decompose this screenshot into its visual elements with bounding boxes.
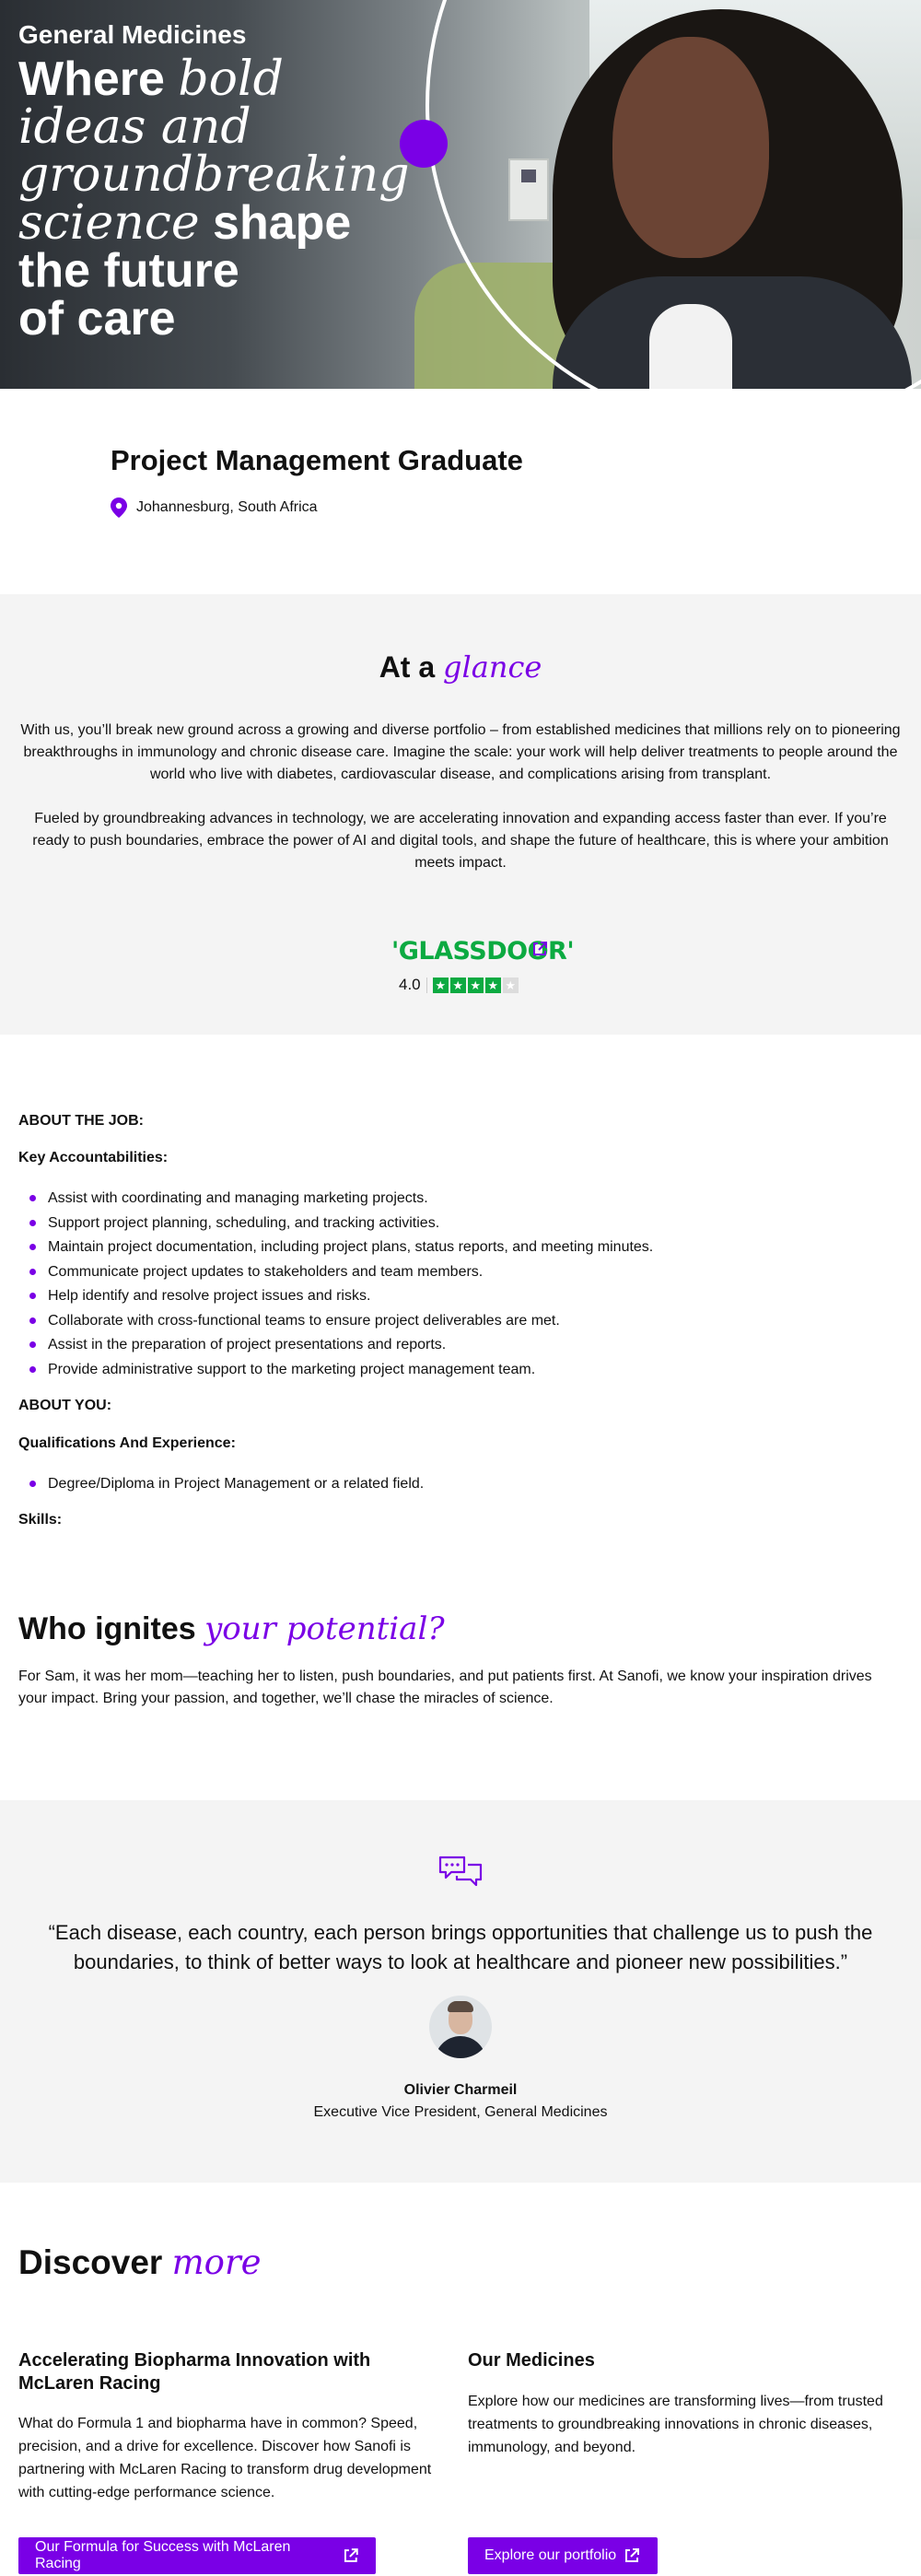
skills-heading: Skills: <box>18 1512 63 1528</box>
card-title: Accelerating Biopharma Innovation with McLaren Racing <box>18 2350 371 2394</box>
card-text: What do Formula 1 and biopharma have in common? Speed, precision, and a drive for excellence. Discover how Sanofi is partnering with McLaren Racing to transform drug development with cutting-edge performance science. <box>18 2416 432 2500</box>
list-item: Support project planning, scheduling, and tracking activities. <box>18 1213 653 1238</box>
at-a-glance-section <box>0 594 921 1035</box>
external-link-icon <box>343 2547 359 2564</box>
list-item: Help identify and resolve project issues and risks. <box>18 1286 653 1311</box>
button-label: Explore our portfolio <box>484 2547 617 2563</box>
avatar <box>429 1996 492 2058</box>
job-title: Project Management Graduate <box>111 444 523 476</box>
quote-text: “Each disease, each country, each person brings opportunities that challenge us to push the boundaries, to think of better ways to look at healthcare and pioneer new possibilities.” <box>48 1921 873 1973</box>
portfolio-link-button[interactable] <box>468 2537 658 2574</box>
job-location-text: Johannesburg, South Africa <box>136 499 318 515</box>
external-link-icon <box>531 941 548 957</box>
location-pin-icon <box>111 498 127 518</box>
accountabilities-list <box>18 1188 653 1384</box>
list-item: Maintain project documentation, including project plans, status reports, and meeting minutes. <box>18 1237 653 1262</box>
list-item: Provide administrative support to the marketing project management team. <box>18 1360 653 1385</box>
hero-division: General Medicines <box>18 20 247 49</box>
quote-section <box>0 1800 921 2183</box>
quote-author-role: Executive Vice President, General Medicines <box>313 2104 608 2120</box>
glance-paragraph-2: Fueled by groundbreaking advances in technology, we are accelerating innovation and expanding access faster than ever. If you’re ready to push boundaries, embrace the power of AI and digital tools, and shape the future of healthcare, this is where your ambition meets impact. <box>32 811 889 871</box>
hero-banner <box>0 0 921 389</box>
qualifications-list <box>18 1474 424 1499</box>
mclaren-link-button[interactable] <box>18 2537 376 2574</box>
list-item: Assist with coordinating and managing marketing projects. <box>18 1188 653 1213</box>
list-item: Assist in the preparation of project presentations and reports. <box>18 1335 653 1360</box>
key-accountabilities-heading: Key Accountabilities: <box>18 1150 169 1165</box>
qualifications-heading: Qualifications And Experience: <box>18 1435 236 1451</box>
star-icon: ★ <box>468 978 484 993</box>
chat-bubbles-icon <box>438 1856 483 1889</box>
job-location <box>111 498 318 518</box>
glassdoor-logo[interactable]: 'GLASSDOOR' <box>391 937 575 966</box>
star-icon: ★ <box>503 978 519 993</box>
glance-title: At a glance <box>379 650 542 685</box>
glassdoor-score: 4.0 <box>399 976 421 993</box>
card-text: Explore how our medicines are transforming lives—from trusted treatments to groundbreaking innovations in chronic diseases, immunology, and beyond. <box>468 2394 883 2455</box>
star-icon: ★ <box>450 978 466 993</box>
external-link-icon <box>624 2547 640 2564</box>
glassdoor-rating[interactable] <box>391 937 575 993</box>
ignites-text: For Sam, it was her mom—teaching her to listen, push boundaries, and put patients first. At Sanofi, we know your inspiration drives your impact. Bring your passion, and together, we’ll chase the miracles of science. <box>18 1669 872 1706</box>
card-title: Our Medicines <box>468 2350 595 2371</box>
list-item: Degree/Diploma in Project Management or a related field. <box>18 1474 424 1499</box>
discover-title: Discover more <box>18 2242 262 2282</box>
glance-paragraph-1: With us, you’ll break new ground across a growing and diverse portfolio – from established medicines that millions rely on to pioneering breakthroughs in immunology and chronic disease care. Imagine the scale: your work will help deliver treatments to people around the world who live with diabetes, cardiovascular disease, and complications arising from transplant. <box>20 722 901 782</box>
about-you-heading: ABOUT YOU: <box>18 1398 112 1413</box>
hero-headline: Where bold ideas and groundbreaking science shape the future of care <box>18 52 410 345</box>
list-item: Collaborate with cross-functional teams to ensure project deliverables are met. <box>18 1311 653 1336</box>
about-job-heading: ABOUT THE JOB: <box>18 1113 144 1129</box>
star-icon: ★ <box>485 978 501 993</box>
button-label: Our Formula for Success with McLaren Racing <box>35 2539 291 2571</box>
ignites-title: Who ignites your potential? <box>18 1610 445 1647</box>
glassdoor-stars <box>426 978 519 993</box>
quote-author-name: Olivier Charmeil <box>403 2082 518 2098</box>
list-item: Communicate project updates to stakeholders and team members. <box>18 1262 653 1287</box>
star-icon: ★ <box>433 978 449 993</box>
